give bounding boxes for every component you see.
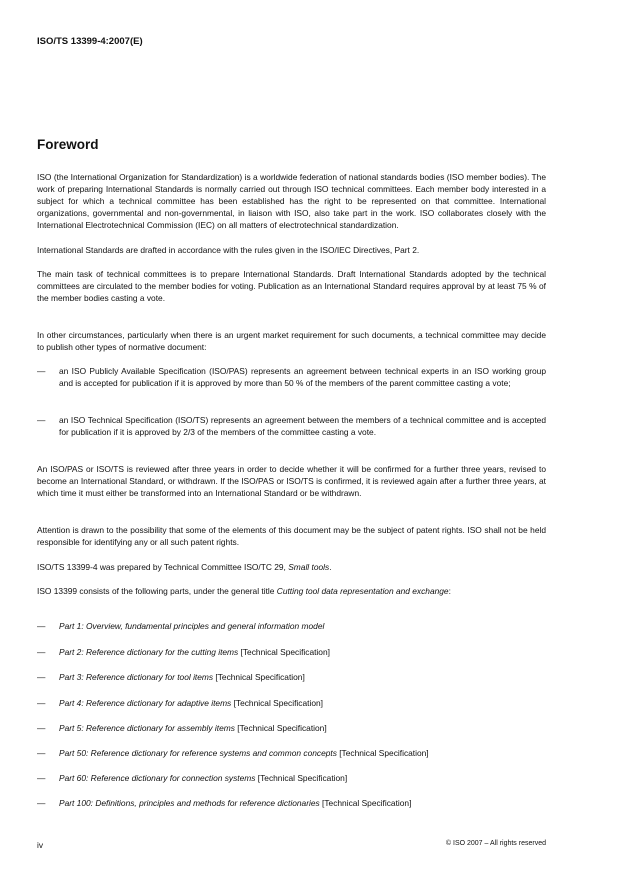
dash-bullet: —: [37, 723, 46, 733]
dash-bullet: —: [37, 672, 46, 682]
dash-bullet: —: [37, 647, 46, 657]
list-item-text: an ISO Technical Specification (ISO/TS) represents an agreement between the members of a technical committee and is accepted for publication if it is approved by 2/3 of the members of the committee casting a vote.: [59, 415, 546, 437]
paragraph-iso-intro: ISO (the International Organization for Standardization) is a worldwide federation of national standards bodies (ISO member bodies). The work of preparing International Standards is normally carried out through ISO technical committees. Each member body interested in a subject for which a technical committee has been established has the right to be represented on that committee. International organizations, governmental and non-governmental, in liaison with ISO, also take part in the work. ISO collaborates closely with the International Electrotechnical Commission (IEC) on all matters of electrotechnical standardization.: [37, 172, 546, 230]
part-note: [Technical Specification]: [233, 698, 323, 708]
part-title: Part 60: Reference dictionary for connection systems: [59, 773, 256, 783]
general-title: Cutting tool data representation and exchange: [276, 586, 449, 596]
dash-bullet: —: [37, 415, 46, 425]
dash-bullet: —: [37, 798, 46, 808]
dash-bullet: —: [37, 748, 46, 758]
dash-bullet: —: [37, 366, 46, 376]
paragraph-review: An ISO/PAS or ISO/TS is reviewed after three years in order to decide whether it will be confirmed for a further three years, revised to become an International Standard, or withdrawn. If the ISO/PAS or ISO/TS is confirmed, it is reviewed again after a further three years, at which time it must either be transformed into an International Standard or be withdrawn.: [37, 464, 546, 498]
copyright: © ISO 2007 – All rights reserved: [445, 840, 546, 847]
part-note: [Technical Specification]: [339, 748, 429, 758]
part-title: Part 100: Definitions, principles and methods for reference dictionaries: [59, 798, 320, 808]
part-title: Part 4: Reference dictionary for adaptive items: [59, 698, 232, 708]
document-header: ISO/TS 13399-4:2007(E): [37, 36, 143, 47]
list-item-text: an ISO Publicly Available Specification (ISO/PAS) represents an agreement between technical experts in an ISO working group and is accepted for publication if it is approved by more than 50 % of the members of the parent committee casting a vote;: [59, 366, 546, 388]
list-item: [37, 365, 546, 389]
part-list-item: [37, 747, 546, 759]
paragraph-main-task: The main task of technical committees is to prepare International Standards. Draft International Standards adopted by the technical committees are circulated to the member bodies for voting. Publication as an International Standard requires approval by at least 75 % of the member bodies casting a vote.: [37, 269, 546, 303]
part-title: Part 1: Overview, fundamental principles and general information model: [59, 621, 325, 631]
part-list-item: [37, 722, 546, 734]
part-note: [Technical Specification]: [215, 672, 305, 682]
part-title: Part 5: Reference dictionary for assembly items: [59, 723, 235, 733]
prepared-text: ISO/TS 13399-4 was prepared by Technical Committee ISO/TC 29,: [37, 562, 289, 572]
part-title: Part 2: Reference dictionary for the cutting items: [59, 647, 239, 657]
consists-text: ISO 13399 consists of the following parts, under the general title: [37, 586, 277, 596]
part-list-item: [37, 620, 546, 632]
page-title: Foreword: [37, 137, 99, 152]
part-list-item: [37, 671, 546, 683]
dash-bullet: —: [37, 773, 46, 783]
paragraph-prepared-by: [37, 561, 546, 573]
part-note: [Technical Specification]: [240, 647, 330, 657]
committee-name: Small tools: [288, 562, 330, 572]
dash-bullet: —: [37, 621, 46, 631]
list-item: [37, 414, 546, 438]
part-list-item: [37, 646, 546, 658]
part-note: [Technical Specification]: [322, 798, 412, 808]
part-title: Part 3: Reference dictionary for tool items: [59, 672, 214, 682]
dash-bullet: —: [37, 698, 46, 708]
page-footer: [37, 840, 546, 850]
paragraph-consists: [37, 585, 546, 597]
part-list-item: [37, 697, 546, 709]
part-title: Part 50: Reference dictionary for reference systems and common concepts: [59, 748, 337, 758]
paragraph-directives: International Standards are drafted in accordance with the rules given in the ISO/IEC Directives, Part 2.: [37, 245, 420, 255]
part-note: [Technical Specification]: [237, 723, 327, 733]
paragraph-other-circumstances: In other circumstances, particularly when there is an urgent market requirement for such documents, a technical committee may decide to publish other types of normative document:: [37, 330, 546, 352]
consists-end: :: [448, 586, 451, 596]
part-list-item: [37, 772, 546, 784]
page-number: iv: [37, 840, 44, 850]
prepared-end: .: [329, 562, 332, 572]
paragraph-patent: Attention is drawn to the possibility that some of the elements of this document may be the subject of patent rights. ISO shall not be held responsible for identifying any or all such patent rights.: [37, 525, 546, 547]
part-note: [Technical Specification]: [257, 773, 348, 783]
part-list-item: [37, 797, 546, 809]
